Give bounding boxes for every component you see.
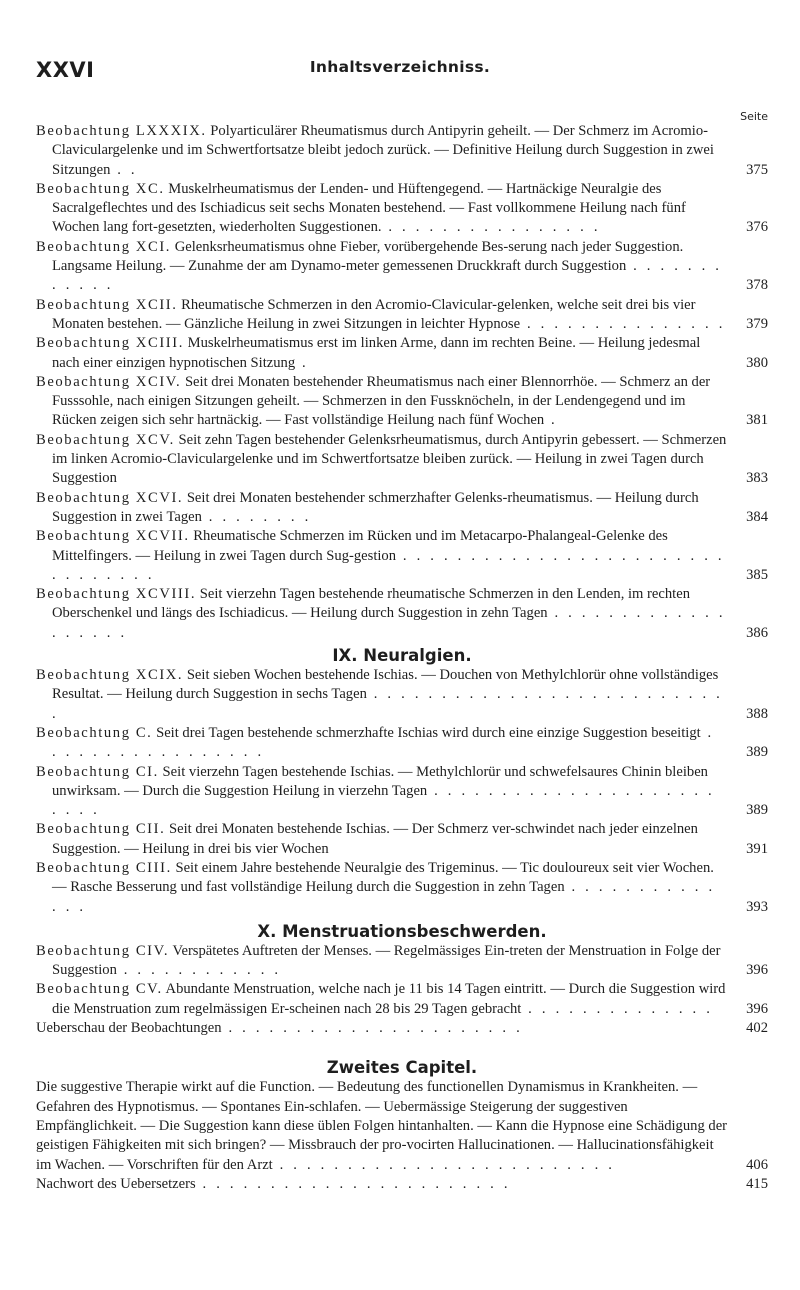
page-ref: 415 — [746, 1175, 768, 1192]
dot-leader: . . . . . . . . . . . . . . . . . — [52, 724, 715, 761]
entry-text: Seit sieben Wochen bestehende Ischias. — Douchen von Methylchlorür ohne vollständiges Resultat. — Heilung durch Suggestion in sechs Tagen — [52, 667, 719, 703]
entry-text: Seit vierzehn Tagen bestehende Ischias. — Methylchlorür und schwefelsaures Chinin bleiben unwirksam. — Durch die Suggestion Heilung in vierzehn Tagen — [52, 763, 708, 799]
page-ref: 389 — [746, 802, 768, 819]
observation-label: Beobachtung XCIX. — [36, 667, 184, 684]
toc-entry — [36, 431, 768, 489]
entries-rheumatism — [36, 122, 768, 643]
entry-text: Muskelrheumatismus der Lenden- und Hüftengegend. — Hartnäckige Neuralgie des Sacralgeflechtes und des Ischiadicus seit sechs Monaten bestehend. — Fast vollkommene Heilung nach fünf Wochen lang fort-gesetzten, wiederholten Suggestionen. — [52, 180, 686, 236]
entry-text: Seit zehn Tagen bestehender Gelenksrheumatismus, durch Antipyrin gebessert. — Schmerzen im linken Acromio-Claviculargelenke und im Schwertfortsatze bleiben zurück. — Heilung in zwei Tagen durch Suggestion — [52, 431, 727, 487]
table-of-contents — [36, 122, 768, 1194]
entry-text: Seit vierzehn Tagen bestehende rheumatische Schmerzen in den Lenden, im rechten Oberschenkel und längs des Ischiadicus. — Heilung durch Suggestion in zehn Tagen — [52, 586, 690, 622]
observation-label: Beobachtung LXXXIX. — [36, 123, 207, 139]
page-ref: 406 — [746, 1156, 768, 1173]
entry-text: Ueberschau der Beobachtungen — [36, 1020, 222, 1037]
entry-text: Seit drei Monaten bestehende Ischias. — Der Schmerz ver-schwindet nach jeder einzelnen Suggestion. — Heilung in drei bis vier Wochen — [52, 821, 698, 857]
entry-text: Seit drei Tagen bestehende schmerzhafte Ischias wird durch eine einzige Suggestion beseitigt — [152, 724, 701, 741]
entries-menstruation — [36, 942, 768, 1038]
observation-label: Beobachtung CIII. — [36, 859, 172, 876]
section-heading-menstruation: X. Menstruationsbeschwerden. — [257, 921, 547, 941]
entry-text: Seit drei Monaten bestehender Rheumatismus nach einer Blennorrhöe. — Schmerz an der Fusssohle, nach einigen Sitzungen geheilt. — Schmerzen in den Fussknöcheln, in der Lendengegend und im Rücken zeigen sich sehr hartnäckig. — Fast vollständige Heilung nach fünf Wochen — [52, 373, 711, 429]
dot-leader: . . . . . . . . . . . . . . — [521, 1000, 714, 1017]
observation-label: Beobachtung CV. — [36, 981, 163, 998]
entry-text: Gelenksrheumatismus ohne Fieber, vorübergehende Bes-serung nach jeder Suggestion. Langsame Heilung. — Zunahme der am Dynamo-meter gemessenen Druckkraft durch Suggestion — [52, 238, 684, 275]
toc-entry — [36, 238, 768, 296]
entry-text: Rheumatische Schmerzen im Rücken und im Metacarpo-Phalangeal-Gelenke des Mittelfingers. — Heilung in zwei Tagen durch Sug-gestion — [52, 528, 668, 564]
entry-text: Seit drei Monaten bestehender schmerzhafter Gelenks-rheumatismus. — Heilung durch Suggestion in zwei Tagen — [52, 489, 699, 525]
page-ref: 380 — [746, 354, 768, 371]
page-ref: 378 — [746, 277, 768, 294]
observation-label: Beobachtung XCI. — [36, 238, 172, 255]
page-ref: 381 — [746, 412, 768, 429]
observation-label: Beobachtung XCIV. — [36, 373, 182, 390]
page-ref: 402 — [746, 1020, 768, 1037]
page-ref: 384 — [746, 508, 768, 525]
page-ref: 383 — [746, 470, 768, 487]
entry-text: Seit einem Jahre bestehende Neuralgie des Trigeminus. — Tic douloureux seit vier Wochen. — Rasche Besserung und fast vollständige Heilung durch die Suggestion in zehn Tagen — [52, 859, 714, 896]
toc-entry — [36, 1175, 768, 1194]
dot-leader: . . . . . . . . . . . . . . — [52, 879, 716, 915]
section-heading-neuralgien: IX. Neuralgien. — [332, 646, 472, 666]
page-ref: 396 — [746, 1000, 768, 1017]
dot-leader: . — [295, 354, 309, 371]
observation-label: Beobachtung XCVI. — [36, 489, 184, 506]
observation-label: Beobachtung CI. — [36, 763, 159, 780]
dot-leader: . . — [110, 161, 138, 178]
entry-text: Abundante Menstruation, welche nach je 11 bis 14 Tagen eintritt. — Durch die Suggestion wird die Menstruation zum regelmässigen Er-scheinen nach 28 bis 29 Tagen gebracht — [52, 981, 726, 1017]
page-ref: 393 — [746, 898, 768, 915]
toc-entry — [36, 724, 768, 763]
toc-entry — [36, 1078, 768, 1174]
chapter-heading: Zweites Capitel. — [326, 1058, 478, 1078]
entry-text: Polyarticulärer Rheumatismus durch Antipyrin geheilt. — Der Schmerz im Acromio-Claviculargelenke und im Schwertfortsatze bleibt jedoch zurück. — Definitive Heilung durch Suggestion in zwei Sitzungen — [52, 123, 714, 178]
observation-label: Beobachtung XCVIII. — [36, 586, 197, 603]
observation-label: Beobachtung XC. — [36, 180, 165, 197]
entries-neuralgien — [36, 666, 768, 917]
dot-leader: . . . . . . . . . . . . — [52, 258, 723, 294]
page-ref: 388 — [746, 705, 768, 722]
page-ref: 389 — [746, 744, 768, 761]
dot-leader: . . . . . . . . . . . . . . . . . . . . . . . . . — [52, 782, 715, 819]
toc-entry — [36, 489, 768, 528]
running-title: Inhaltsverzeichniss. — [309, 58, 491, 76]
observation-label: Beobachtung CIV. — [36, 942, 170, 959]
toc-entry — [36, 820, 768, 859]
dot-leader: . . . . . . . . . . . . . . . . . . . . . . . — [195, 1175, 511, 1192]
page-number: XXVI — [36, 58, 95, 82]
dot-leader: . . . . . . . . . . . . . . . . . . . . . . — [221, 1020, 523, 1037]
page-ref: 385 — [746, 566, 768, 583]
toc-entry — [36, 666, 768, 724]
dot-leader: . . . . . . . . . . . . . . . . . . . . . . . . . — [272, 1156, 616, 1173]
dot-leader: . . . . . . . . . . . . . . . — [520, 315, 726, 332]
entry-text: Die suggestive Therapie wirkt auf die Function. — Bedeutung des functionellen Dynamismus in Krankheiten. — Gefahren des Hypnotismus. — Spontanes Ein-schlafen. — Uebermässige Steigerung der suggestiven Empfänglichkeit. — Die Suggestion kann diese üblen Folgen hintanhalten. — Kann die Hypnose eine Schädigung der geistigen Fähigkeiten mit sich bringen? — Missbrauch der pro-vocirten Hallucinationen. — Hallucinationsfähigkeit im Wachen. — Vorschriften für den Arzt — [36, 1079, 728, 1173]
page-column-label: Seite — [740, 110, 768, 123]
observation-label: Beobachtung CII. — [36, 821, 166, 838]
observation-label: Beobachtung XCIII. — [36, 335, 184, 352]
page-ref: 386 — [746, 624, 768, 641]
entry-text: Nachwort des Uebersetzers — [36, 1175, 196, 1192]
observation-label: Beobachtung XCV. — [36, 431, 175, 448]
entry-text: Verspätetes Auftreten der Menses. — Regelmässiges Ein-treten der Menstruation in Folge der Suggestion — [52, 942, 721, 979]
dot-leader: . — [544, 412, 558, 429]
toc-entry — [36, 296, 768, 335]
dot-leader: . . . . . . . . . . . . . . . . . . . . . . . . . . . — [52, 686, 723, 722]
page-ref: 391 — [746, 840, 768, 857]
entry-text: Rheumatische Schmerzen in den Acromio-Clavicular-gelenken, welche seit drei bis vier Monaten bestehen. — Gänzliche Heilung in zwei Sitzungen in leichter Hypnose — [52, 296, 696, 332]
dot-leader: . . . . . . . . — [201, 508, 312, 525]
toc-entry — [36, 763, 768, 821]
observation-label: Beobachtung C. — [36, 724, 153, 741]
toc-entry — [36, 122, 768, 180]
toc-entry — [36, 980, 768, 1019]
page-ref: 396 — [746, 962, 768, 979]
observation-label: Beobachtung XCII. — [36, 296, 178, 313]
toc-entry — [36, 585, 768, 643]
toc-entry — [36, 373, 768, 431]
toc-entry — [36, 1019, 768, 1038]
page-ref: 375 — [746, 161, 768, 178]
toc-entry — [36, 859, 768, 917]
toc-entry — [36, 942, 768, 981]
dot-leader: . . . . . . . . . . . . . . . . . . . . . . . . . . . . . . . . — [52, 547, 725, 583]
page-ref: 379 — [746, 315, 768, 332]
dot-leader: . . . . . . . . . . . . — [116, 962, 282, 979]
entry-text: Muskelrheumatismus erst im linken Arme, dann im rechten Beine. — Heilung jedesmal nach einer einzigen hypnotischen Sitzung — [52, 335, 701, 371]
toc-entry — [36, 180, 768, 238]
toc-entry — [36, 334, 768, 373]
observation-label: Beobachtung XCVII. — [36, 528, 190, 545]
entries-chapter-two — [36, 1078, 768, 1194]
page-ref: 376 — [746, 219, 768, 236]
dot-leader: . . . . . . . . . . . . . . . . . . . — [52, 605, 726, 641]
toc-entry — [36, 527, 768, 585]
dot-leader: . . . . . . . . . . . . . . . . — [381, 219, 601, 236]
